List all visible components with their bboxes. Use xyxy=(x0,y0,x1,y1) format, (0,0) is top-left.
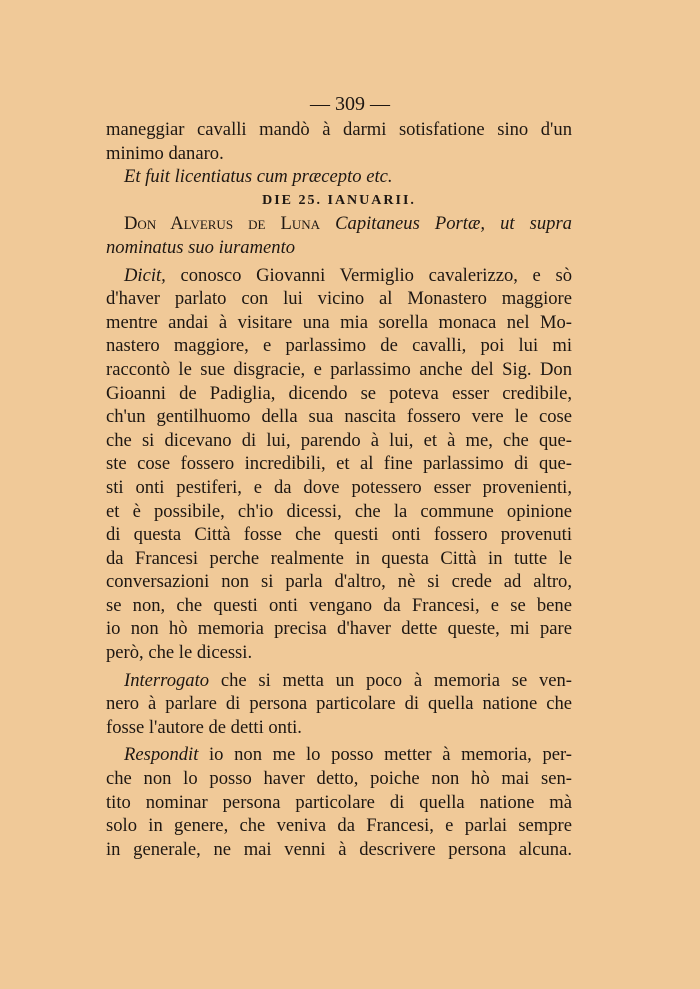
line-rest: che si metta un poco à memoria se ven- xyxy=(220,669,572,691)
text-line: di questa Città fosse che questi onti fossero provenuti xyxy=(106,524,572,546)
line-lead: Interrogato xyxy=(124,669,210,691)
text-line xyxy=(106,165,572,189)
text-line: nero à parlare di persona particolare di quella natione che xyxy=(106,693,572,715)
text-line: ch'un gentilhuomo della sua nascita fossero vere le cose xyxy=(106,406,572,428)
text-line: fosse l'autore de detti onti. xyxy=(106,716,302,738)
text-line: io non hò memoria precisa d'haver dette queste, mi pare xyxy=(106,618,572,640)
text-line: DIE 25. IANUARII. xyxy=(262,192,416,208)
text-line: raccontò le sue disgracie, e parlassimo anche del Sig. Don xyxy=(106,358,572,380)
text-line xyxy=(106,669,572,693)
italic-text: nominatus suo iuramento xyxy=(106,236,296,258)
line-rest: conosco Giovanni Vermiglio cavalerizzo, e sò xyxy=(180,264,572,286)
text-line: nastero maggiore, e parlassimo de cavalli, poi lui mi xyxy=(106,335,572,357)
text-line xyxy=(106,212,572,236)
text-line: se non, che questi onti vengano da Francesi, e se bene xyxy=(106,594,572,616)
text-line xyxy=(106,264,572,288)
line-rest: io non me lo posso metter à memoria, per- xyxy=(209,744,572,766)
text-line: conversazioni non si parla d'altro, nè si crede ad altro, xyxy=(106,571,572,593)
text-line: maneggiar cavalli mandò à darmi sotisfatione sino d'un xyxy=(106,119,572,140)
text-line: d'haver parlato con lui vicino al Monastero maggiore xyxy=(106,288,572,310)
text-line: però, che le dicessi. xyxy=(106,642,253,664)
line-lead: Respondit xyxy=(124,744,199,766)
page-number: — 309 — xyxy=(310,93,390,115)
text-line: mentre andai à visitare una mia sorella monaca nel Mo- xyxy=(106,311,572,333)
text-line: sti onti pestiferi, e da dove potessero esser provenienti, xyxy=(106,476,572,498)
text-line: in generale, ne mai venni à descrivere persona alcuna. xyxy=(106,838,572,860)
line-rest: Capitaneus Portæ, ut supra xyxy=(335,213,572,235)
text-line: da Francesi perche realmente in questa Città in tutte le xyxy=(106,547,572,569)
text-line: che non lo posso haver detto, poiche non hò mai sen- xyxy=(106,768,572,790)
line-lead: Don Alverus de Luna xyxy=(124,213,321,235)
text-line xyxy=(106,743,572,767)
text-line: tito nominar persona particolare di quella natione mà xyxy=(106,791,572,813)
italic-text: Et fuit licentiatus cum præcepto etc. xyxy=(124,166,393,188)
text-line: Gioanni de Padiglia, dicendo se poteva esser credibile, xyxy=(106,382,572,404)
text-line: che si dicevano di lui, parendo à lui, et à me, che que- xyxy=(106,429,572,451)
text-line: minimo danaro. xyxy=(106,142,224,164)
line-lead: Dicit, xyxy=(124,264,166,286)
body-text xyxy=(106,118,572,861)
text-line: ste cose fossero incredibili, et al fine parlassimo di que- xyxy=(106,453,572,475)
text-line xyxy=(106,236,572,260)
text-line: solo in genere, che veniva da Francesi, e parlai sempre xyxy=(106,815,572,837)
text-line: et è possibile, ch'io dicessi, che la commune opinione xyxy=(106,500,572,522)
